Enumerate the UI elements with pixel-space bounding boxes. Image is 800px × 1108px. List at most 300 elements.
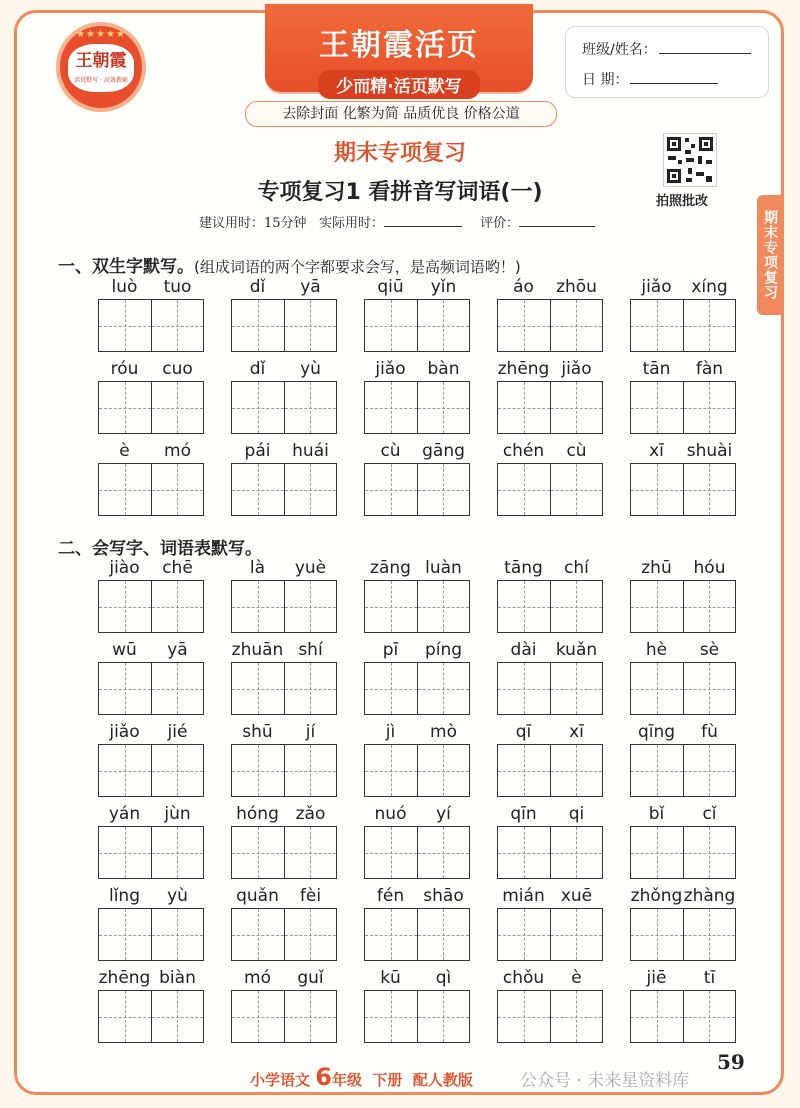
pinyin-syllable: jiǎo — [561, 359, 592, 379]
pinyin-syllable: yuè — [294, 558, 327, 578]
writing-box-pair — [497, 826, 603, 879]
evaluation-line[interactable] — [519, 215, 595, 227]
writing-box[interactable] — [365, 827, 417, 878]
writing-box[interactable] — [550, 991, 603, 1042]
pinyin-row — [630, 640, 736, 660]
pinyin-row — [364, 722, 470, 742]
writing-box[interactable] — [365, 745, 417, 796]
pinyin-syllable: qi — [568, 804, 585, 824]
footer-grade-label: 年级 — [331, 1071, 362, 1089]
word-cell — [497, 558, 603, 578]
writing-box[interactable] — [232, 745, 284, 796]
pinyin-syllable: nuó — [374, 804, 407, 824]
writing-box[interactable] — [151, 827, 204, 878]
writing-box[interactable] — [498, 581, 550, 632]
pinyin-syllable: gāng — [422, 441, 465, 461]
word-cell — [98, 886, 204, 906]
watermark-text: 公众号 · 未来星资料库 — [520, 1071, 690, 1091]
writing-box-pair — [231, 990, 337, 1043]
pinyin-row — [231, 640, 337, 660]
pinyin-syllable: sè — [699, 640, 720, 660]
footer-volume: 下册 — [372, 1071, 403, 1089]
word-cell — [630, 640, 736, 660]
writing-box-pair — [98, 381, 204, 434]
pinyin-syllable: huái — [292, 441, 329, 461]
pinyin-syllable: kuǎn — [555, 640, 598, 660]
writing-box[interactable] — [550, 663, 603, 714]
pinyin-row — [98, 441, 204, 461]
pinyin-row — [497, 277, 603, 297]
writing-box[interactable] — [631, 464, 683, 515]
pinyin-syllable: kū — [380, 968, 401, 988]
pinyin-syllable: wū — [112, 640, 137, 660]
pinyin-syllable: mò — [430, 722, 457, 742]
writing-box[interactable] — [284, 909, 337, 960]
writing-box[interactable] — [550, 382, 603, 433]
word-cell — [364, 441, 470, 461]
writing-box[interactable] — [631, 300, 683, 351]
writing-box-pair — [231, 662, 337, 715]
writing-box[interactable] — [498, 827, 550, 878]
writing-box[interactable] — [631, 991, 683, 1042]
writing-box[interactable] — [365, 581, 417, 632]
writing-box[interactable] — [417, 382, 470, 433]
writing-box[interactable] — [631, 382, 683, 433]
pinyin-row — [98, 804, 204, 824]
pinyin-row — [231, 359, 337, 379]
writing-box[interactable] — [550, 745, 603, 796]
writing-box[interactable] — [550, 300, 603, 351]
writing-box-pair — [231, 381, 337, 434]
writing-box[interactable] — [417, 581, 470, 632]
writing-box-pair — [231, 299, 337, 352]
writing-box[interactable] — [99, 909, 151, 960]
writing-box[interactable] — [99, 581, 151, 632]
brand-title: 王朝霞活页 — [319, 28, 479, 63]
writing-box[interactable] — [683, 991, 736, 1042]
qr-code-icon[interactable] — [663, 133, 717, 187]
writing-box[interactable] — [631, 663, 683, 714]
pinyin-row — [98, 968, 204, 988]
pinyin-row — [98, 277, 204, 297]
pinyin-syllable: qì — [435, 968, 452, 988]
pinyin-syllable: zhēng — [98, 968, 151, 988]
writing-box-pair — [98, 990, 204, 1043]
pinyin-syllable: cù — [566, 441, 587, 461]
pinyin-syllable: hóng — [236, 804, 279, 824]
timing-row — [199, 212, 609, 231]
writing-box-pair — [364, 662, 470, 715]
pinyin-row — [364, 640, 470, 660]
pinyin-syllable: jiǎo — [375, 359, 406, 379]
pinyin-syllable: fàn — [695, 359, 724, 379]
writing-box[interactable] — [232, 581, 284, 632]
writing-box-pair — [98, 826, 204, 879]
word-cell — [98, 804, 204, 824]
writing-box[interactable] — [365, 300, 417, 351]
writing-box[interactable] — [151, 663, 204, 714]
pinyin-syllable: biàn — [159, 968, 196, 988]
pinyin-row — [231, 804, 337, 824]
pinyin-row — [364, 886, 470, 906]
writing-box-pair — [497, 299, 603, 352]
writing-box-pair — [98, 299, 204, 352]
date-label: 日 期： — [582, 72, 629, 88]
writing-box[interactable] — [631, 909, 683, 960]
pinyin-syllable: yǐn — [430, 277, 457, 297]
pinyin-row — [497, 558, 603, 578]
pinyin-syllable: yù — [167, 886, 188, 906]
pinyin-syllable: guǐ — [297, 968, 324, 988]
pinyin-syllable: jiǎo — [109, 722, 140, 742]
writing-box[interactable] — [99, 663, 151, 714]
pinyin-syllable: hóu — [693, 558, 726, 578]
pinyin-syllable: quǎn — [236, 886, 279, 906]
pinyin-syllable: cù — [380, 441, 401, 461]
writing-box[interactable] — [683, 464, 736, 515]
writing-box-pair — [364, 299, 470, 352]
writing-box[interactable] — [498, 464, 550, 515]
writing-box[interactable] — [683, 300, 736, 351]
writing-box[interactable] — [550, 909, 603, 960]
writing-box[interactable] — [365, 909, 417, 960]
writing-box[interactable] — [151, 581, 204, 632]
pinyin-row — [98, 886, 204, 906]
pinyin-syllable: jiǎo — [641, 277, 672, 297]
word-cell — [497, 359, 603, 379]
writing-box-pair — [98, 463, 204, 516]
word-cell — [497, 640, 603, 660]
side-tab: 期末专项复习 — [757, 195, 782, 315]
word-cell — [364, 640, 470, 660]
footer-grade-number: 6 — [315, 1063, 332, 1091]
pinyin-syllable: chǒu — [502, 968, 545, 988]
pinyin-syllable: zǎo — [295, 804, 326, 824]
pinyin-row — [364, 277, 470, 297]
footer-bar — [250, 1063, 550, 1091]
writing-box[interactable] — [417, 300, 470, 351]
pinyin-syllable: fén — [376, 886, 405, 906]
word-cell — [630, 558, 736, 578]
pinyin-row — [630, 277, 736, 297]
word-cell — [231, 277, 337, 297]
pinyin-syllable: yù — [300, 359, 321, 379]
pinyin-row — [231, 968, 337, 988]
pinyin-row — [497, 886, 603, 906]
pinyin-row — [231, 441, 337, 461]
pinyin-syllable: mián — [502, 886, 545, 906]
writing-box[interactable] — [284, 300, 337, 351]
pinyin-syllable: shū — [242, 722, 273, 742]
writing-box-pair — [497, 381, 603, 434]
writing-box-pair — [231, 463, 337, 516]
pinyin-syllable: fù — [701, 722, 718, 742]
writing-box-pair — [497, 744, 603, 797]
writing-box[interactable] — [417, 464, 470, 515]
section1-heading — [58, 252, 521, 277]
pinyin-row — [98, 722, 204, 742]
pinyin-syllable: cǐ — [702, 804, 717, 824]
writing-box[interactable] — [284, 827, 337, 878]
pinyin-syllable: dǐ — [249, 359, 266, 379]
pinyin-syllable: chí — [564, 558, 589, 578]
pinyin-syllable: xuē — [560, 886, 593, 906]
writing-box[interactable] — [151, 745, 204, 796]
pinyin-row — [630, 441, 736, 461]
actual-time-line[interactable] — [384, 215, 462, 227]
writing-box[interactable] — [151, 382, 204, 433]
pinyin-syllable: qiū — [377, 277, 404, 297]
pinyin-row — [630, 804, 736, 824]
writing-box[interactable] — [417, 991, 470, 1042]
pinyin-syllable: yán — [108, 804, 141, 824]
pinyin-syllable: bàn — [427, 359, 460, 379]
word-cell — [98, 558, 204, 578]
word-cell — [98, 722, 204, 742]
pinyin-syllable: róu — [110, 359, 139, 379]
pinyin-row — [497, 804, 603, 824]
pinyin-syllable: xī — [649, 441, 664, 461]
writing-box[interactable] — [365, 991, 417, 1042]
class-name-label: 班级/姓名： — [582, 42, 657, 58]
writing-box[interactable] — [683, 581, 736, 632]
pinyin-syllable: chē — [162, 558, 193, 578]
word-cell — [98, 640, 204, 660]
word-cell — [630, 804, 736, 824]
writing-box[interactable] — [151, 464, 204, 515]
writing-box-pair — [364, 744, 470, 797]
section2-heading: 二、会写字、词语表默写。 — [58, 539, 262, 559]
pinyin-row — [630, 722, 736, 742]
writing-box-pair — [630, 381, 736, 434]
word-cell — [364, 277, 470, 297]
pinyin-syllable: è — [119, 441, 130, 461]
writing-box[interactable] — [232, 991, 284, 1042]
pinyin-row — [630, 359, 736, 379]
word-cell — [497, 441, 603, 461]
word-cell — [98, 277, 204, 297]
writing-box-pair — [231, 744, 337, 797]
pinyin-syllable: mó — [164, 441, 191, 461]
writing-box[interactable] — [232, 663, 284, 714]
evaluation-label: 评价： — [480, 216, 520, 231]
section1-note: (组成词语的两个字都要求会写，是高频词语哟！) — [194, 258, 521, 276]
pinyin-syllable: jùn — [164, 804, 191, 824]
writing-box[interactable] — [284, 464, 337, 515]
pinyin-row — [364, 441, 470, 461]
pinyin-row — [98, 558, 204, 578]
writing-box[interactable] — [498, 382, 550, 433]
pinyin-row — [98, 359, 204, 379]
word-cell — [630, 886, 736, 906]
writing-box[interactable] — [498, 991, 550, 1042]
writing-box[interactable] — [631, 581, 683, 632]
qr-caption: 拍照批改 — [656, 194, 709, 209]
writing-box[interactable] — [232, 300, 284, 351]
writing-box[interactable] — [232, 827, 284, 878]
pinyin-syllable: tān — [642, 359, 671, 379]
writing-box[interactable] — [631, 745, 683, 796]
pinyin-syllable: zhū — [641, 558, 672, 578]
footer-edition: 配人教版 — [412, 1071, 473, 1089]
pinyin-syllable: zāng — [370, 558, 411, 578]
writing-box[interactable] — [99, 991, 151, 1042]
writing-box[interactable] — [365, 464, 417, 515]
writing-box[interactable] — [284, 382, 337, 433]
writing-box[interactable] — [99, 300, 151, 351]
writing-box[interactable] — [99, 827, 151, 878]
writing-box-pair — [98, 662, 204, 715]
writing-box-pair — [497, 463, 603, 516]
writing-box[interactable] — [151, 909, 204, 960]
writing-box[interactable] — [284, 745, 337, 796]
writing-box[interactable] — [365, 382, 417, 433]
pinyin-syllable: là — [249, 558, 266, 578]
pinyin-syllable: tuo — [163, 277, 192, 297]
word-cell — [231, 968, 337, 988]
pinyin-row — [231, 886, 337, 906]
pinyin-syllable: chén — [502, 441, 545, 461]
section1-heading-text: 一、双生字默写。 — [58, 257, 194, 277]
word-cell — [630, 722, 736, 742]
pinyin-row — [231, 277, 337, 297]
writing-box[interactable] — [232, 464, 284, 515]
pinyin-syllable: dài — [510, 640, 537, 660]
writing-box[interactable] — [498, 663, 550, 714]
writing-box[interactable] — [417, 909, 470, 960]
writing-box-pair — [364, 463, 470, 516]
writing-box[interactable] — [550, 827, 603, 878]
pinyin-syllable: qī — [515, 722, 532, 742]
word-cell — [497, 804, 603, 824]
pinyin-row — [231, 558, 337, 578]
writing-box[interactable] — [99, 745, 151, 796]
word-cell — [98, 441, 204, 461]
class-name-line[interactable] — [659, 41, 751, 54]
word-cell — [231, 359, 337, 379]
pinyin-syllable: zhuān — [231, 640, 284, 660]
word-cell — [231, 722, 337, 742]
word-cell — [231, 886, 337, 906]
writing-box-pair — [630, 580, 736, 633]
brand-banner — [265, 4, 533, 97]
writing-box-pair — [497, 990, 603, 1043]
pinyin-row — [497, 359, 603, 379]
pinyin-syllable: tāng — [504, 558, 543, 578]
pinyin-syllable: xī — [569, 722, 584, 742]
writing-box-pair — [630, 463, 736, 516]
pinyin-syllable: luàn — [425, 558, 462, 578]
pinyin-syllable: lǐng — [108, 886, 140, 906]
pinyin-row — [497, 441, 603, 461]
pinyin-row — [364, 359, 470, 379]
word-cell — [364, 886, 470, 906]
writing-box-pair — [497, 908, 603, 961]
star-icon: ★★★★★ — [76, 29, 126, 40]
writing-box[interactable] — [232, 909, 284, 960]
pinyin-syllable: fèi — [299, 886, 322, 906]
writing-box[interactable] — [631, 827, 683, 878]
word-cell — [98, 359, 204, 379]
writing-box[interactable] — [417, 827, 470, 878]
writing-box[interactable] — [683, 745, 736, 796]
pinyin-syllable: shāo — [423, 886, 464, 906]
word-cell — [630, 968, 736, 988]
writing-box-pair — [98, 908, 204, 961]
pinyin-syllable: shuài — [686, 441, 733, 461]
pinyin-syllable: jiào — [109, 558, 140, 578]
writing-box[interactable] — [498, 300, 550, 351]
writing-box-pair — [630, 744, 736, 797]
writing-box-pair — [630, 908, 736, 961]
page-number: 59 — [717, 1050, 745, 1074]
suggested-time: 建议用时：15分钟 — [199, 216, 307, 231]
writing-box[interactable] — [232, 382, 284, 433]
writing-box[interactable] — [683, 382, 736, 433]
pinyin-syllable: píng — [424, 640, 463, 660]
pinyin-syllable: zhǒng — [630, 886, 683, 906]
writing-box[interactable] — [417, 663, 470, 714]
writing-box-pair — [497, 580, 603, 633]
footer-subject: 小学语文 — [250, 1071, 311, 1089]
writing-box[interactable] — [99, 464, 151, 515]
word-cell — [231, 441, 337, 461]
writing-box[interactable] — [683, 663, 736, 714]
writing-box-pair — [231, 580, 337, 633]
writing-box-pair — [630, 990, 736, 1043]
writing-box[interactable] — [151, 991, 204, 1042]
word-cell — [231, 640, 337, 660]
writing-box[interactable] — [550, 464, 603, 515]
word-cell — [497, 968, 603, 988]
pinyin-syllable: zhàng — [683, 886, 736, 906]
writing-box[interactable] — [498, 745, 550, 796]
writing-box[interactable] — [284, 663, 337, 714]
writing-box[interactable] — [417, 745, 470, 796]
pinyin-row — [630, 968, 736, 988]
writing-box[interactable] — [683, 909, 736, 960]
writing-box[interactable] — [284, 581, 337, 632]
pinyin-syllable: pái — [244, 441, 271, 461]
pinyin-syllable: xíng — [691, 277, 728, 297]
writing-box[interactable] — [151, 300, 204, 351]
writing-box-pair — [231, 826, 337, 879]
word-cell — [497, 722, 603, 742]
writing-box[interactable] — [365, 663, 417, 714]
pinyin-syllable: yí — [436, 804, 451, 824]
student-info-box — [565, 26, 769, 98]
writing-box-pair — [364, 381, 470, 434]
word-cell — [630, 359, 736, 379]
pinyin-syllable: jì — [385, 722, 396, 742]
word-cell — [364, 722, 470, 742]
writing-box[interactable] — [284, 991, 337, 1042]
pinyin-syllable: dǐ — [249, 277, 266, 297]
word-cell — [364, 558, 470, 578]
writing-box[interactable] — [683, 827, 736, 878]
writing-box[interactable] — [550, 581, 603, 632]
writing-box-pair — [630, 299, 736, 352]
word-cell — [231, 804, 337, 824]
word-cell — [364, 804, 470, 824]
pinyin-row — [497, 640, 603, 660]
brand-tagline: 少而精·活页默写 — [318, 70, 479, 99]
writing-box[interactable] — [498, 909, 550, 960]
pinyin-row — [630, 558, 736, 578]
writing-box-pair — [630, 662, 736, 715]
date-line[interactable] — [630, 71, 718, 84]
writing-box[interactable] — [99, 382, 151, 433]
